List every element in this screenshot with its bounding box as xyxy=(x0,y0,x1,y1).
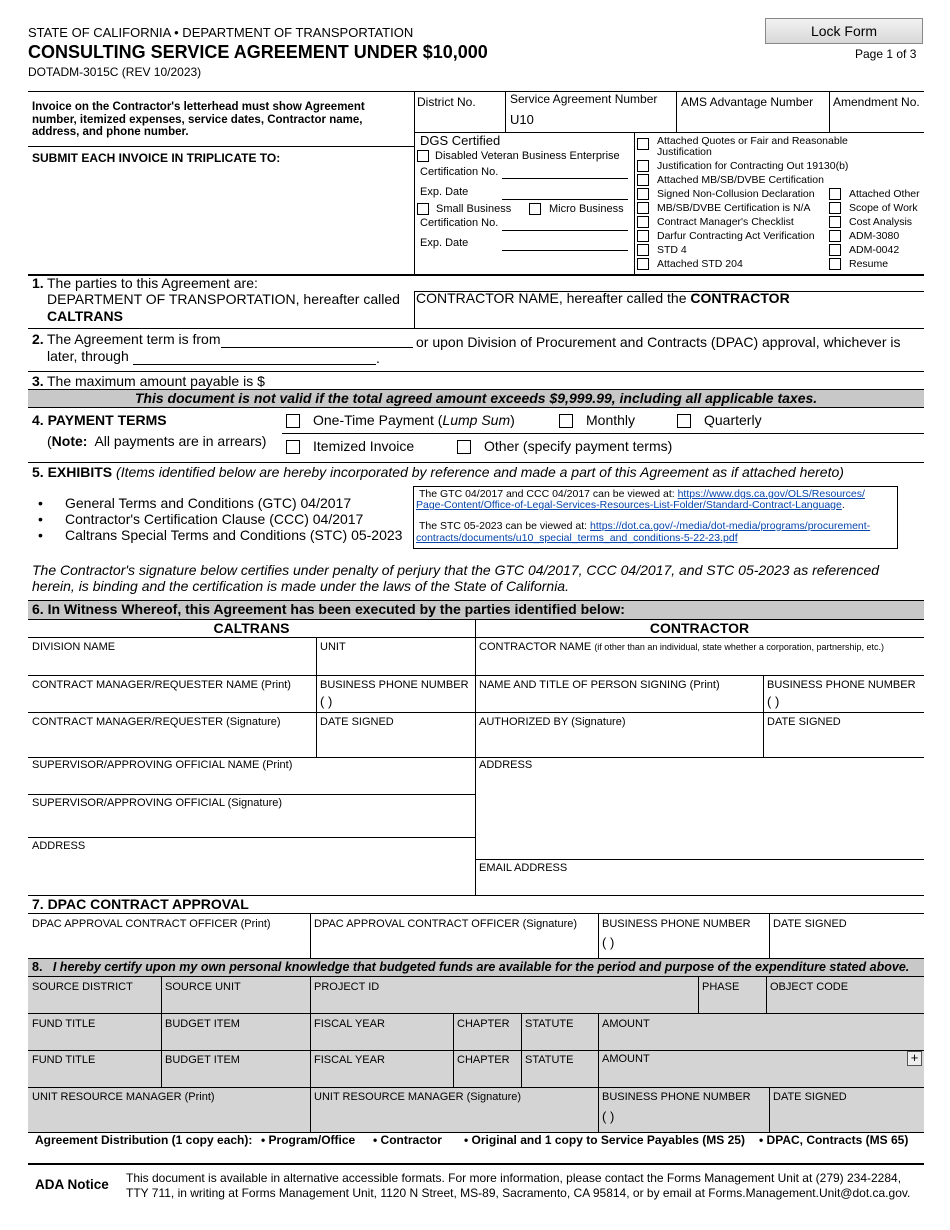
divider xyxy=(28,712,924,713)
monthly-checkbox[interactable] xyxy=(559,414,573,428)
attachment-label: MB/SB/DVBE Certification is N/A xyxy=(657,202,811,214)
divider xyxy=(829,91,830,132)
section7-title: 7. DPAC CONTRACT APPROVAL xyxy=(32,896,249,912)
small-business-checkbox[interactable] xyxy=(417,203,429,215)
attachment-checkbox[interactable] xyxy=(637,188,649,200)
divider xyxy=(310,977,311,1132)
section5-desc: (Items identified below are hereby incorporated by reference and made a part of this Agreement as if attached hereto) xyxy=(116,464,844,480)
fiscal-year-label: FISCAL YEAR xyxy=(314,1054,385,1066)
term-from-line[interactable] xyxy=(221,347,413,348)
attachment-label: Justification for Contracting Out 19130(b) xyxy=(657,160,849,172)
attachment-label: ADM-3080 xyxy=(849,230,900,242)
divider xyxy=(475,859,924,860)
exhibit-links-box xyxy=(413,486,898,549)
date-signed-label: DATE SIGNED xyxy=(773,1091,847,1103)
add-row-button[interactable]: + xyxy=(907,1051,922,1066)
authorized-label: AUTHORIZED BY (Signature) xyxy=(479,716,626,728)
fiscal-year-label: FISCAL YEAR xyxy=(314,1018,385,1030)
agency-name: STATE OF CALIFORNIA • DEPARTMENT OF TRANSPORTATION xyxy=(28,25,414,40)
divider xyxy=(28,837,475,838)
dept-name: DEPARTMENT OF TRANSPORTATION, hereafter called xyxy=(47,291,400,307)
ams-label: AMS Advantage Number xyxy=(681,95,814,109)
divider xyxy=(28,462,924,463)
section1-text: The parties to this Agreement are: xyxy=(47,275,258,291)
cert-no-label: Certification No. xyxy=(420,166,499,178)
divider xyxy=(282,433,924,434)
section1-number: 1. xyxy=(32,275,44,291)
certify-line1: The Contractor's signature below certifies under penalty of perjury that the GTC 04/2017, CCC 04/2017, and STC 05-2023 as referenced xyxy=(32,562,880,578)
object-code-label: OBJECT CODE xyxy=(770,981,849,993)
divider xyxy=(28,146,414,147)
attachment-label: ADM-0042 xyxy=(849,244,900,256)
attachment-checkbox[interactable] xyxy=(829,216,841,228)
divider xyxy=(414,291,415,328)
dpac-officer-sig-label: DPAC APPROVAL CONTRACT OFFICER (Signature) xyxy=(314,918,578,930)
divider xyxy=(28,1163,924,1165)
divider xyxy=(475,620,476,896)
stc-text: The STC 05-2023 can be viewed at: xyxy=(419,520,588,532)
quarterly-label: Quarterly xyxy=(704,412,762,428)
attachment-label: Attached MB/SB/DVBE Certification xyxy=(657,174,824,186)
quarterly-checkbox[interactable] xyxy=(677,414,691,428)
dpac-officer-print-label: DPAC APPROVAL CONTRACT OFFICER (Print) xyxy=(32,918,271,930)
exp-date-label: Exp. Date xyxy=(420,237,469,249)
divider xyxy=(28,328,924,329)
gtc-text: The GTC 04/2017 and CCC 04/2017 can be viewed at: xyxy=(419,488,675,500)
attachment-checkbox[interactable] xyxy=(637,138,649,150)
distribution-contractor: • Contractor xyxy=(373,1133,442,1147)
exp-date-label: Exp. Date xyxy=(420,186,469,198)
distribution-payables: • Original and 1 copy to Service Payables (MS 25) xyxy=(464,1133,745,1147)
exp-date-line[interactable] xyxy=(502,199,628,200)
section8-text: I hereby certify upon my own personal knowledge that budgeted funds are available for the period and purpose of the expenditure stated above. xyxy=(52,960,910,974)
urm-print-label: UNIT RESOURCE MANAGER (Print) xyxy=(32,1091,215,1103)
section6-title: 6. In Witness Whereof, this Agreement has been executed by the parties identified below: xyxy=(32,601,625,617)
attachment-label: Attached Other xyxy=(849,188,920,200)
exhibit-item: General Terms and Conditions (GTC) 04/2017 xyxy=(65,495,352,511)
divider xyxy=(598,913,599,958)
unit-label: UNIT xyxy=(320,641,346,653)
one-time-payment-checkbox[interactable] xyxy=(286,414,300,428)
divider xyxy=(28,675,924,676)
contractor-prefix: CONTRACTOR NAME, hereafter called the xyxy=(416,290,687,306)
statute-label: STATUTE xyxy=(525,1018,574,1030)
address-label: ADDRESS xyxy=(32,840,86,852)
bullet: • xyxy=(38,527,43,543)
distribution-label: Agreement Distribution (1 copy each): xyxy=(35,1133,253,1147)
bullet: • xyxy=(38,511,43,527)
attachment-checkbox[interactable] xyxy=(829,188,841,200)
certify-line2: herein, is binding and the certification is made under the laws of the State of California. xyxy=(32,578,569,594)
section3-text: The maximum amount payable is $ xyxy=(47,373,265,389)
gtc-link-line2 xyxy=(416,499,845,512)
source-district-label: SOURCE DISTRICT xyxy=(32,981,133,993)
ada-line2: TTY 711, in writing at Forms Management Unit, 1120 N Street, MS-89, Sacramento, CA 95814, or by email at Forms.Management.Unit@dot.ca.gov. xyxy=(126,1186,911,1200)
supervisor-name-label: SUPERVISOR/APPROVING OFFICIAL NAME (Print) xyxy=(32,759,293,771)
divider xyxy=(28,1013,924,1014)
date-signed-label: DATE SIGNED xyxy=(320,716,394,728)
budget-item-label: BUDGET ITEM xyxy=(165,1018,240,1030)
attachment-checkbox[interactable] xyxy=(637,160,649,172)
micro-business-checkbox[interactable] xyxy=(529,203,541,215)
attachment-checkbox[interactable] xyxy=(637,258,649,270)
section5-title: 5. EXHIBITS xyxy=(32,464,113,480)
submit-invoice-label: SUBMIT EACH INVOICE IN TRIPLICATE TO: xyxy=(32,151,281,165)
urm-signature-label: UNIT RESOURCE MANAGER (Signature) xyxy=(314,1091,522,1103)
dvbe-label: Disabled Veteran Business Enterprise xyxy=(435,150,620,162)
ada-title: ADA Notice xyxy=(35,1177,109,1192)
small-business-label: Small Business xyxy=(436,203,512,215)
exhibit-item: Caltrans Special Terms and Conditions (STC) 05-2023 xyxy=(65,527,403,543)
attachment-checkbox[interactable] xyxy=(829,244,841,256)
contractor-name-label xyxy=(479,641,884,654)
attachment-checkbox[interactable] xyxy=(637,216,649,228)
divider xyxy=(28,1050,924,1051)
divider xyxy=(28,371,924,372)
cert-no-line[interactable] xyxy=(502,178,628,179)
page-number: Page 1 of 3 xyxy=(855,47,917,61)
gtc-link-b[interactable]: Page-Content/Office-of-Legal-Services-Resources-List-Folder/Standard-Contract-Language xyxy=(416,499,842,511)
attachment-checkbox[interactable] xyxy=(637,174,649,186)
divider xyxy=(766,977,767,1013)
form-id: DOTADM-3015C (REV 10/2023) xyxy=(28,65,202,79)
caltrans-heading: CALTRANS xyxy=(213,620,290,636)
divider xyxy=(634,132,635,275)
fund-title-label: FUND TITLE xyxy=(32,1018,96,1030)
divider xyxy=(769,913,770,958)
section8-heading xyxy=(32,959,909,975)
divider xyxy=(763,675,764,757)
amount-label: AMOUNT xyxy=(602,1018,650,1030)
phone-label: BUSINESS PHONE NUMBER xyxy=(602,1091,751,1103)
section2-from-text: The Agreement term is from xyxy=(47,331,221,347)
division-name-label: DIVISION NAME xyxy=(32,641,116,653)
lock-form-button[interactable]: Lock Form xyxy=(765,18,923,44)
divider xyxy=(28,757,924,758)
amount-label: AMOUNT xyxy=(602,1053,650,1065)
phone-label: BUSINESS PHONE NUMBER xyxy=(602,918,751,930)
term-through-line[interactable] xyxy=(133,364,376,365)
divider xyxy=(28,1087,924,1088)
source-unit-label: SOURCE UNIT xyxy=(165,981,241,993)
divider xyxy=(453,1013,454,1087)
divider xyxy=(505,91,506,132)
phone-label: BUSINESS PHONE NUMBER xyxy=(767,679,916,691)
attachment-checkbox[interactable] xyxy=(637,230,649,242)
gtc-link-a[interactable]: https://www.dgs.ca.gov/OLS/Resources/ xyxy=(677,488,865,500)
payment-note-text: All payments are in arrears) xyxy=(94,433,267,449)
other-terms-checkbox[interactable] xyxy=(457,440,471,454)
attachment-label: Cost Analysis xyxy=(849,216,913,228)
attachment-checkbox[interactable] xyxy=(829,202,841,214)
gtc-link-dot: . xyxy=(841,499,845,511)
fund-title-label: FUND TITLE xyxy=(32,1054,96,1066)
chapter-label: CHAPTER xyxy=(457,1018,510,1030)
divider xyxy=(28,794,475,795)
budget-item-label: BUDGET ITEM xyxy=(165,1054,240,1066)
cert-no-line[interactable] xyxy=(502,230,628,231)
payment-note xyxy=(47,433,266,450)
phase-label: PHASE xyxy=(702,981,740,993)
cm-signature-label: CONTRACT MANAGER/REQUESTER (Signature) xyxy=(32,716,281,728)
divider xyxy=(28,637,924,638)
phone-paren[interactable]: ( ) xyxy=(602,935,615,950)
divider xyxy=(28,913,924,914)
service-agreement-value[interactable]: U10 xyxy=(510,112,534,127)
itemized-invoice-label: Itemized Invoice xyxy=(313,438,415,454)
attachment-label: Attached Quotes or Fair and Reasonable Justification xyxy=(657,135,848,158)
divider xyxy=(521,1013,522,1087)
attachment-checkbox[interactable] xyxy=(637,202,649,214)
statute-label: STATUTE xyxy=(525,1054,574,1066)
section2-period: . xyxy=(376,350,380,366)
supervisor-signature-label: SUPERVISOR/APPROVING OFFICIAL (Signature) xyxy=(32,797,283,809)
other-terms-label: Other (specify payment terms) xyxy=(484,438,673,454)
project-id-label: PROJECT ID xyxy=(314,981,380,993)
chapter-label: CHAPTER xyxy=(457,1054,510,1066)
distribution-program: • Program/Office xyxy=(261,1133,356,1147)
section4-title: 4. PAYMENT TERMS xyxy=(32,412,167,428)
attachment-label: Darfur Contracting Act Verification xyxy=(657,230,815,242)
contractor-bold: CONTRACTOR xyxy=(690,290,790,306)
section8-number: 8. xyxy=(32,960,43,974)
contractor-name-note: (if other than an individual, state whether a corporation, partnership, etc.) xyxy=(594,642,884,652)
exhibit-item: Contractor's Certification Clause (CCC) 04/2017 xyxy=(65,511,364,527)
phone-label: BUSINESS PHONE NUMBER xyxy=(320,679,469,691)
attachment-label: STD 4 xyxy=(657,244,687,256)
monthly-label: Monthly xyxy=(586,412,636,428)
attachment-checkbox[interactable] xyxy=(637,244,649,256)
stc-link-line2 xyxy=(416,532,738,545)
attachment-label: Attached STD 204 xyxy=(657,258,743,270)
section3-number: 3. xyxy=(32,373,44,389)
attachment-checkbox[interactable] xyxy=(829,258,841,270)
divider xyxy=(310,913,311,958)
warning-text: This document is not valid if the total agreed amount exceeds $9,999.99, including all applicable taxes. xyxy=(134,390,818,406)
payment-note-open: ( xyxy=(47,433,52,449)
date-signed-label: DATE SIGNED xyxy=(767,716,841,728)
attachment-label: Signed Non-Collusion Declaration xyxy=(657,188,815,200)
cm-name-label: CONTRACT MANAGER/REQUESTER NAME (Print) xyxy=(32,679,291,691)
divider xyxy=(598,1013,599,1132)
district-label: District No. xyxy=(417,95,476,109)
section2-dpac-text: or upon Division of Procurement and Contracts (DPAC) approval, whichever is xyxy=(416,334,901,350)
contractor-name-text: CONTRACTOR NAME xyxy=(479,641,592,653)
payment-note-bold: Note: xyxy=(51,433,88,449)
bullet: • xyxy=(38,495,43,511)
divider xyxy=(316,637,317,757)
stc-link-a[interactable]: https://dot.ca.gov/-/media/dot-media/programs/procurement- xyxy=(590,520,871,532)
distribution-dpac: • DPAC, Contracts (MS 65) xyxy=(759,1133,909,1147)
exp-date-line[interactable] xyxy=(502,250,628,251)
phone-paren[interactable]: ( ) xyxy=(320,694,333,709)
dgs-title: DGS Certified xyxy=(420,133,501,148)
ada-line1: This document is available in alternative accessible formats. For more information, please contact the Forms Management Unit at (279) 234-2284, xyxy=(126,1171,902,1185)
section2-number: 2. xyxy=(32,331,44,347)
phone-paren[interactable]: ( ) xyxy=(602,1109,615,1124)
attachment-label: Scope of Work xyxy=(849,202,918,214)
one-time-a: One-Time Payment ( xyxy=(313,412,443,428)
contractor-heading: CONTRACTOR xyxy=(649,620,750,636)
section2-through-text: later, through xyxy=(47,348,129,364)
service-agreement-label: Service Agreement Number xyxy=(510,92,658,106)
itemized-invoice-checkbox[interactable] xyxy=(286,440,300,454)
caltrans-name: CALTRANS xyxy=(47,308,123,324)
phone-paren[interactable]: ( ) xyxy=(767,694,780,709)
signer-label: NAME AND TITLE OF PERSON SIGNING (Print) xyxy=(479,679,720,691)
form-title: CONSULTING SERVICE AGREEMENT UNDER $10,000 xyxy=(28,42,488,62)
stc-link-b[interactable]: contracts/documents/u10_special_terms_and_conditions-5-22-23.pdf xyxy=(416,532,738,544)
address-label: ADDRESS xyxy=(479,759,533,771)
dvbe-checkbox[interactable] xyxy=(417,150,429,162)
micro-business-label: Micro Business xyxy=(549,203,624,215)
divider xyxy=(676,91,677,132)
divider xyxy=(414,91,415,275)
divider xyxy=(161,977,162,1087)
cert-no-label: Certification No. xyxy=(420,217,499,229)
invoice-instructions: Invoice on the Contractor's letterhead must show Agreement number, itemized expenses, service dates, Contractor name, address, and phone number. xyxy=(32,101,365,138)
divider xyxy=(28,91,924,92)
attachment-checkbox[interactable] xyxy=(829,230,841,242)
contractor-name-field[interactable] xyxy=(416,290,790,307)
email-label: EMAIL ADDRESS xyxy=(479,862,568,874)
divider xyxy=(698,977,699,1013)
amendment-label: Amendment No. xyxy=(833,95,920,109)
one-time-b: Lump Sum xyxy=(442,412,511,428)
one-time-c: ) xyxy=(510,412,515,428)
one-time-payment-label xyxy=(313,412,515,429)
attachment-label: Resume xyxy=(849,258,889,270)
date-signed-label: DATE SIGNED xyxy=(773,918,847,930)
section5-heading xyxy=(32,464,844,481)
divider xyxy=(769,1087,770,1132)
attachment-label: Contract Manager's Checklist xyxy=(657,216,794,228)
